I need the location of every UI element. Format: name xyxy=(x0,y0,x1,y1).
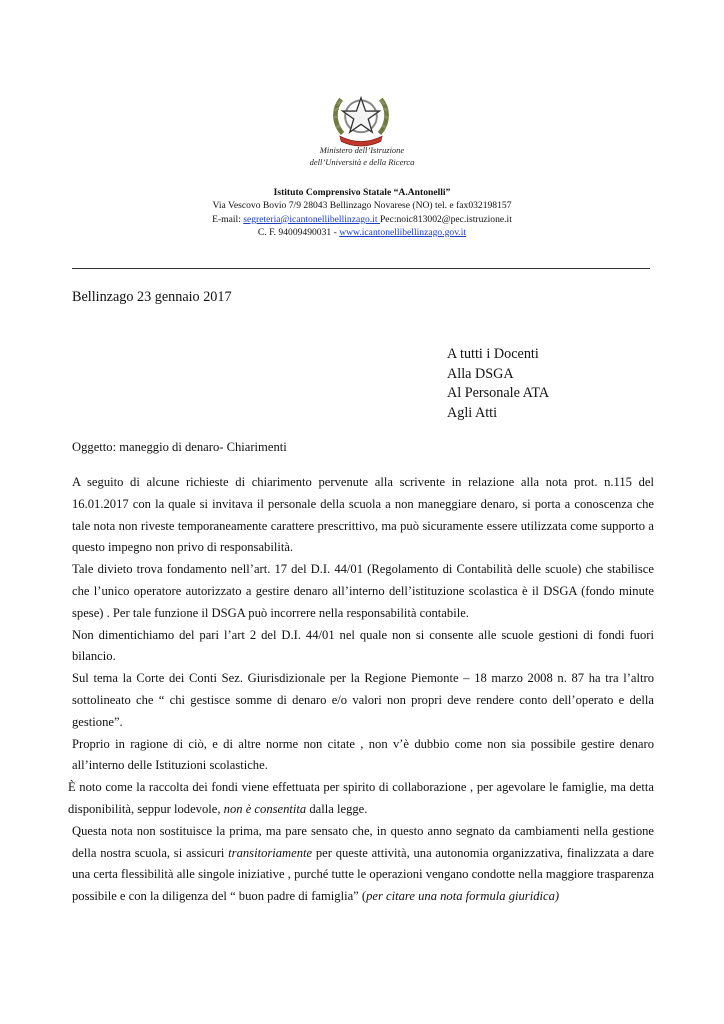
paragraph xyxy=(68,777,654,821)
email-label: E-mail: xyxy=(212,213,244,225)
paragraph xyxy=(72,821,654,908)
letter-subject: Oggetto: maneggio di denaro- Chiarimenti xyxy=(72,440,287,454)
recipient-line: Al Personale ATA xyxy=(447,385,550,402)
recipient-line: Agli Atti xyxy=(447,404,498,421)
school-address: Via Vescovo Bovio 7/9 28043 Bellinzago Novarese (NO) tel. e fax032198157 xyxy=(212,200,512,212)
pec-address: Pec:noic813002@pec.istruzione.it xyxy=(379,213,512,225)
emphasis-text: non è consentita xyxy=(223,801,307,816)
fiscal-code: C. F. 94009490031 - xyxy=(257,226,340,238)
ministry-line-2: dell’Università e della Ricerca xyxy=(309,157,415,167)
recipients-block xyxy=(447,345,549,423)
school-contacts xyxy=(0,213,724,226)
paragraph: Non dimentichiamo del pari l’art 2 del D.I. 44/01 nel quale non si consente alle scuole gestioni di fondi fuori bilancio. xyxy=(72,627,654,664)
recipient-line: Alla DSGA xyxy=(447,365,514,382)
header-divider xyxy=(72,268,650,269)
paragraph-text: per queste attività, una autonomia organizzativa, finalizzata a dare una certa flessibilità alle singole iniziative , purché tutte le operazioni vengano condotte nella maggiore trasparenza possibile e con la diligenza del “ buon padre di famiglia” ( xyxy=(72,845,654,904)
italian-republic-emblem-icon xyxy=(328,86,394,152)
letter-body xyxy=(68,472,654,908)
school-name: Istituto Comprensivo Statale “A.Antonelli” xyxy=(273,187,451,198)
school-header xyxy=(0,186,724,239)
recipient-line: A tutti i Docenti xyxy=(447,346,539,362)
email-link[interactable]: segreteria@icantonellibellinzago.it xyxy=(243,213,380,225)
paragraph-text: È noto come la raccolta dei fondi viene effettuata per spirito di collaborazione , per agevolare le famiglie, ma detta disponibilità, seppur lodevole, xyxy=(68,780,654,816)
paragraph: A seguito di alcune richieste di chiarimento pervenute alla scrivente in relazione alla nota prot. n.115 del 16.01.2017 con la quale si invitava il personale della scuola a non maneggiare denaro, si porta a conoscenza che tale nota non riveste temporaneamente carattere prescrittivo, ma può sicuramente essere utilizzata come supporto a questo impegno non privo di responsabilità. xyxy=(72,475,654,555)
paragraph: Sul tema la Corte dei Conti Sez. Giurisdizionale per la Regione Piemonte – 18 marzo 2008 n. 87 ha tra l’altro sottolineato che “ chi gestisce somme di denaro e/o valori non propri deve rendere conto dell’operato e della gestione”. xyxy=(72,671,654,729)
emphasis-text: transitoriamente xyxy=(228,845,313,860)
paragraph-text: dalla legge. xyxy=(306,801,368,816)
school-fiscal-code xyxy=(0,226,724,239)
paragraph: Proprio in ragione di ciò, e di altre norme non citate , non v’è dubbio come non sia possibile gestire denaro all’interno delle Istituzioni scolastiche. xyxy=(72,736,654,773)
website-link[interactable]: www.icantonellibellinzago.gov.it xyxy=(339,226,467,238)
emphasis-text: per citare una nota formula giuridica) xyxy=(366,889,560,904)
paragraph: Tale divieto trova fondamento nell’art. 17 del D.I. 44/01 (Regolamento di Contabilità delle scuole) che stabilisce che l’unico operatore autorizzato a gestire denaro all’interno dell’istituzione scolastica è il DSGA (fondo minute spese) . Per tale funzione il DSGA può incorrere nella responsabilità contabile. xyxy=(72,562,654,620)
letter-date: Bellinzago 23 gennaio 2017 xyxy=(72,289,232,305)
paragraph-text: Questa nota non sostituisce la prima, ma pare sensato che, in questo anno segnato da cambiamenti nella gestione della nostra scuola, si assicuri xyxy=(72,823,654,860)
ministry-caption xyxy=(262,144,462,168)
ministry-line-1: Ministero dell’Istruzione xyxy=(319,145,405,155)
